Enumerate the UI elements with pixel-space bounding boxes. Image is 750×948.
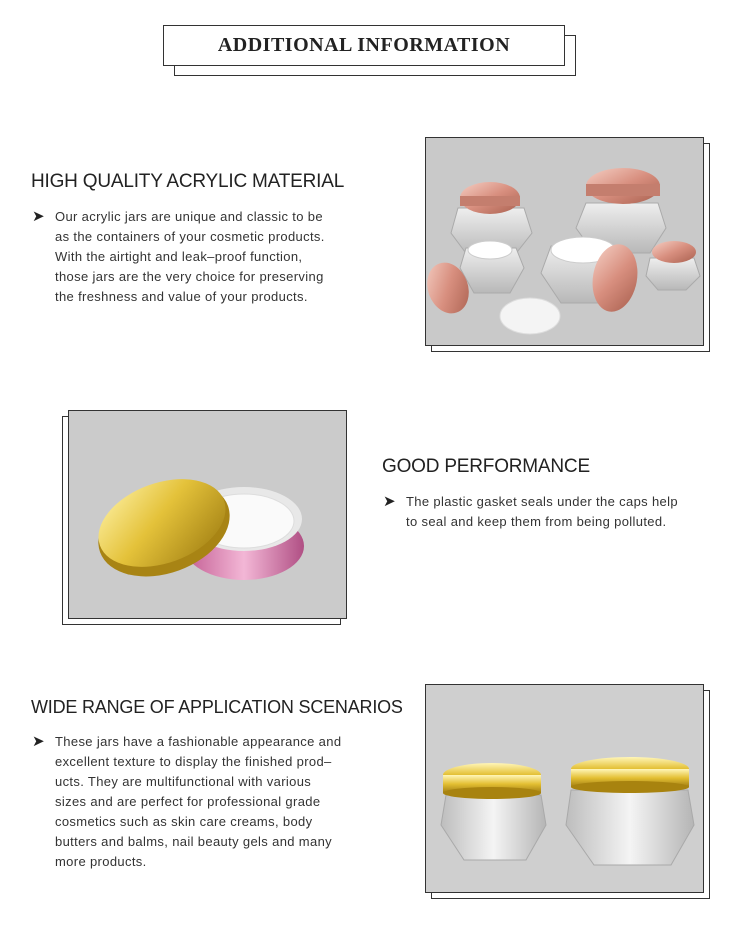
title-frame	[163, 25, 565, 66]
section-heading-acrylic: HIGH QUALITY ACRYLIC MATERIAL	[31, 171, 345, 192]
body-line: With the airtight and leak–proof function,	[55, 249, 303, 264]
body-line: These jars have a fashionable appearance and	[55, 734, 342, 749]
body-line: those jars are the very choice for preserving	[55, 269, 324, 284]
section-heading-scenarios: WIDE RANGE OF APPLICATION SCENARIOS	[31, 697, 403, 717]
gold-cap-clear-jars-photo	[425, 684, 704, 893]
body-line: Our acrylic jars are unique and classic to be	[55, 209, 323, 224]
arrow-bullet-icon: ➤	[383, 493, 396, 510]
body-line: ucts. They are multifunctional with various	[55, 774, 312, 789]
gold-cap-pink-jar-photo	[68, 410, 347, 619]
arrow-bullet-icon: ➤	[32, 208, 45, 225]
photo-rose-gold-jars	[425, 137, 710, 352]
body-line: the freshness and value of your products.	[55, 289, 308, 304]
body-line: excellent texture to display the finished prod–	[55, 754, 332, 769]
arrow-bullet-icon: ➤	[32, 733, 45, 750]
body-line: more products.	[55, 854, 147, 869]
section-body-scenarios	[55, 732, 400, 872]
body-line: butters and balms, nail beauty gels and many	[55, 834, 332, 849]
section-body-performance	[406, 492, 746, 532]
page-title: ADDITIONAL INFORMATION	[217, 34, 511, 56]
body-line: as the containers of your cosmetic products.	[55, 229, 325, 244]
body-line: The plastic gasket seals under the caps help	[406, 494, 678, 509]
photo-gold-cap-clear-jars	[425, 684, 710, 899]
body-line: sizes and are perfect for professional grade	[55, 794, 321, 809]
body-line: cosmetics such as skin care creams, body	[55, 814, 313, 829]
rose-gold-acrylic-jars-photo	[425, 137, 704, 346]
section-title-box	[163, 25, 565, 66]
body-line: to seal and keep them from being polluted.	[406, 514, 667, 529]
photo-gold-cap-pink-jar	[62, 410, 347, 625]
section-body-acrylic	[55, 207, 400, 307]
section-heading-performance: GOOD PERFORMANCE	[382, 456, 590, 477]
